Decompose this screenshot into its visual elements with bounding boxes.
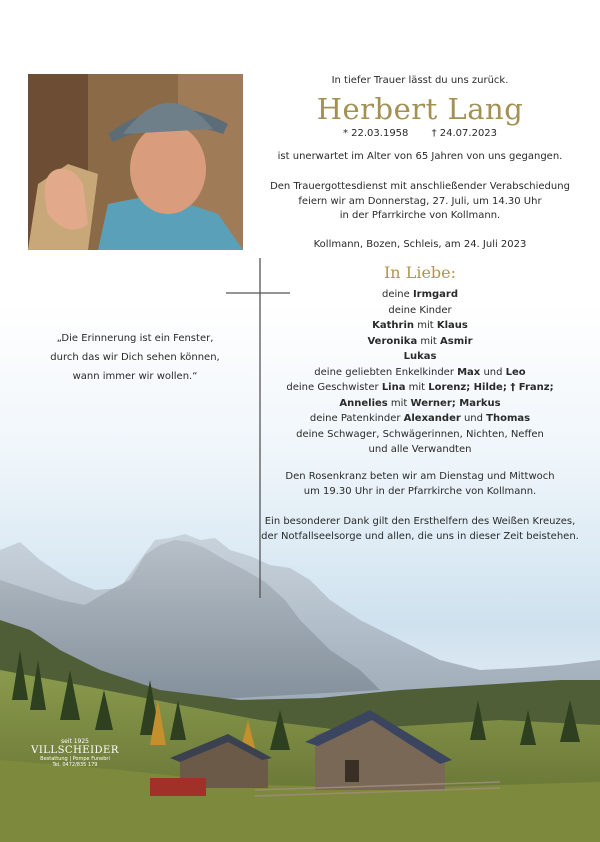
text-line: Ein besonderer Dank gilt den Ersthelfern des Weißen Kreuzes, <box>264 516 576 527</box>
life-dates <box>255 128 585 139</box>
birth-date: * 22.03.1958 <box>342 128 409 139</box>
family-name: Klaus <box>436 320 468 331</box>
rosary-text <box>255 470 585 499</box>
text-line: feiern wir am Donnerstag, 27. Juli, um 14.30 Uhr <box>298 195 542 207</box>
family-line <box>255 411 585 427</box>
quote-line: „Die Erinnerung ist ein Fenster, <box>56 333 214 344</box>
death-date: † 24.07.2023 <box>431 128 498 139</box>
text-line: Den Rosenkranz beten wir am Dienstag und Mittwoch <box>285 471 555 482</box>
family-name: Lina <box>381 382 406 393</box>
in-liebe-heading: In Liebe: <box>383 263 457 282</box>
family-name: Thomas <box>486 413 531 424</box>
thanks-text <box>255 515 585 544</box>
family-list <box>255 287 585 458</box>
family-name: Asmir <box>440 335 473 347</box>
place-date-line: Kollmann, Bozen, Schleis, am 24. Juli 2023 <box>313 239 527 250</box>
deceased-name: Herbert Lang <box>316 92 524 126</box>
family-line <box>255 287 585 303</box>
portrait-photo <box>28 74 243 250</box>
family-text: mit <box>417 335 441 347</box>
family-text: mit <box>414 320 437 331</box>
family-text: mit <box>387 397 411 409</box>
family-name: Kathrin <box>372 320 415 331</box>
family-text: und <box>460 413 487 424</box>
family-name: Annelies <box>339 397 388 409</box>
family-line: deine Kinder <box>388 304 452 316</box>
memorial-quote <box>40 329 230 386</box>
family-name: Veronika <box>367 335 418 347</box>
family-text: und <box>480 366 506 378</box>
family-line <box>255 380 585 396</box>
family-name: Irmgard <box>412 289 459 300</box>
portrait-image <box>28 74 243 250</box>
quote-line: durch das wir Dich sehen können, <box>50 352 220 363</box>
family-name: Leo <box>505 366 526 378</box>
family-line <box>255 349 585 365</box>
funeral-service-text <box>255 180 585 224</box>
family-name: Werner; Markus <box>410 397 501 409</box>
text-line: der Notfallseelsorge und allen, die uns in dieser Zeit beistehen. <box>261 530 579 542</box>
text-line: um 19.30 Uhr in der Pfarrkirche von Kollmann. <box>303 485 537 497</box>
family-text: deine geliebten Enkelkinder <box>314 366 458 378</box>
text-line: Den Trauergottesdienst mit anschließender Verabschiedung <box>270 181 570 192</box>
family-name: Alexander <box>403 413 461 424</box>
passed-away-text: ist unerwartet im Alter von 65 Jahren von uns gegangen. <box>277 151 563 162</box>
family-text: mit <box>405 382 429 393</box>
mountain-landscape <box>0 520 600 842</box>
intro-line: In tiefer Trauer lässt du uns zurück. <box>331 75 509 86</box>
logo-phone: Tel. 0472/835 179 <box>52 762 98 768</box>
logo-since: seit 1925 <box>60 738 89 745</box>
family-line: deine Schwager, Schwägerinnen, Nichten, Neffen <box>296 428 544 440</box>
logo-brand: VILLSCHEIDER <box>31 745 119 756</box>
family-line <box>255 396 585 412</box>
family-text: deine Geschwister <box>286 382 382 393</box>
family-line <box>255 365 585 381</box>
text-line: in der Pfarrkirche von Kollmann. <box>339 210 501 221</box>
logo-subtitle: Bestattung | Pompe Funebri <box>40 756 110 762</box>
family-line: und alle Verwandten <box>368 444 472 455</box>
family-line <box>255 318 585 334</box>
family-line <box>255 334 585 350</box>
family-name: Lukas <box>403 351 437 362</box>
family-text: deine <box>381 289 413 300</box>
funeral-home-logo <box>30 738 120 768</box>
quote-line: wann immer wir wollen.“ <box>72 371 198 382</box>
family-text: deine Patenkinder <box>309 413 404 424</box>
family-name: Lorenz; Hilde; † Franz; <box>428 382 554 393</box>
family-name: Max <box>457 366 481 378</box>
